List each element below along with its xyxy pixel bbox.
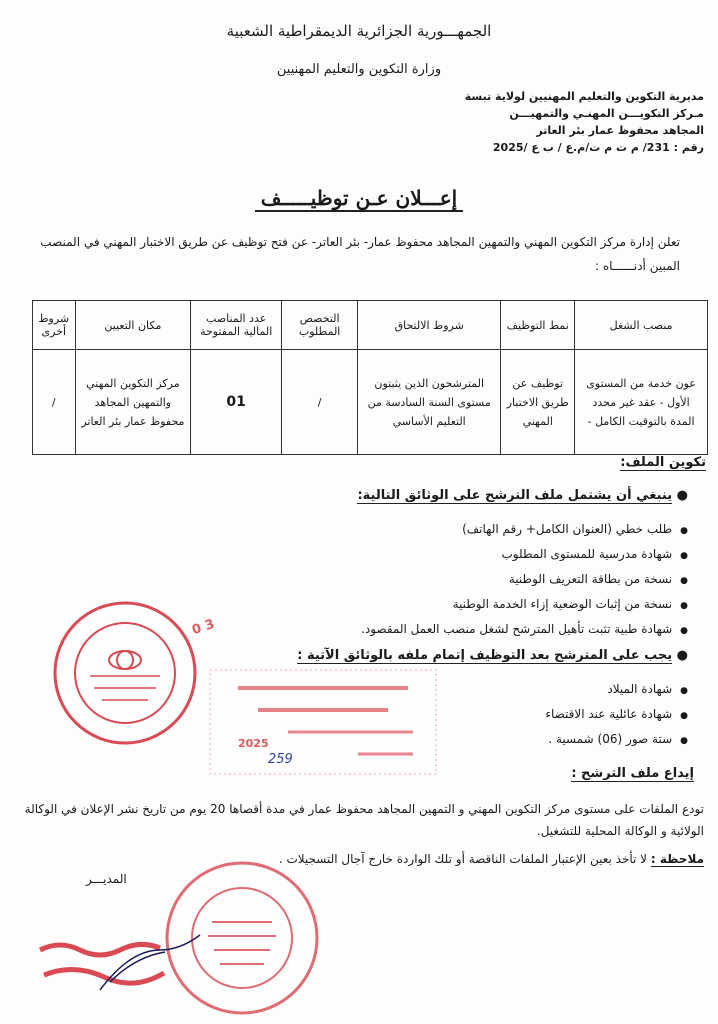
col-assignment-place: مكان التعيين (75, 301, 191, 350)
cell-other-conditions: / (33, 350, 76, 455)
col-recruitment-mode: نمط التوظيف (501, 301, 575, 350)
cell-open-posts: 01 (191, 350, 282, 455)
cell-assignment-place: مركز التكوين المهني والتمهين المجاهد محفوظ عمار بئر العاتر (75, 350, 191, 455)
col-other-conditions: شروط أخرى (33, 301, 76, 350)
stamp-handwritten-number: 259 (268, 752, 293, 767)
republic-header: الجمهـــورية الجزائرية الديمقراطية الشعبية (226, 22, 492, 40)
director-signature (30, 920, 210, 1000)
list-item: ●شهادة طبية تثبت تأهيل المترشح لشغل منصب العمل المقصود. (361, 622, 688, 636)
admin-block (284, 88, 704, 156)
stamp-date: 3 0 (190, 616, 217, 639)
page-title: إعـــلان عـن توظيـــــف (0, 186, 718, 210)
list-item: ●شهادة مدرسية للمستوى المطلوب (501, 547, 688, 561)
reference-number: رقم : 231/ م ت م ت/م.ع / ب ع /2025 (492, 141, 704, 154)
list-item: ●شهادة الميلاد (607, 682, 688, 696)
col-conditions: شروط الالتحاق (358, 301, 501, 350)
note-line: ملاحظة : لا تأخذ بعين الإعتبار الملفات الناقصة أو تلك الواردة خارج آجال التسجيلات . (278, 852, 704, 866)
ministry-header: وزارة التكوين والتعليم المهنيين (276, 62, 442, 77)
agency-round-stamp (50, 598, 200, 748)
required-documents-heading: ● ينبغي أن يشتمل ملف الترشح على الوثائق التالية: (357, 488, 688, 503)
list-item: ●شهادة عائلية عند الاقتضاء (545, 707, 688, 721)
deposit-paragraph: تودع الملفات على مستوى مركز التكوين المهني و التمهين المجاهد محفوظ عمار في مدة أقصاها 20 يوم من تاريخ نشر الإعلان في الوكالة الولائية و الوكالة المحلية للتشغيل. (24, 802, 704, 838)
table-header-row (33, 301, 708, 350)
file-composition-heading: تكوين الملف: (620, 455, 706, 470)
col-open-posts: عدد المناصب المالية المفتوحة (191, 301, 282, 350)
cell-specialty: / (282, 350, 358, 455)
list-item: ●نسخة من بطاقة التعريف الوطنية (508, 572, 688, 586)
deposit-heading: إيداع ملف الترشح : (571, 766, 694, 781)
center-line: مـركز التكويـــن المهنـي والتمهيـــن (509, 107, 704, 120)
intro-paragraph: تعلن إدارة مركز التكوين المهني والتمهين المجاهد محفوظ عمار- بئر العاتر- عن فتح توظيف عن طريق الاختبار المهني في المنصب المبين أدنــــــاه : (40, 235, 680, 273)
col-specialty: التخصص المطلوب (282, 301, 358, 350)
list-item: ●طلب خطي (العنوان الكامل+ رقم الهاتف) (462, 522, 688, 536)
list-item: ●ستة صور (06) شمسية . (548, 732, 688, 746)
received-stamp (208, 668, 438, 776)
mujahid-line: المجاهد محفوظ عمار بئر العاتر (536, 124, 704, 137)
col-position: منصب الشغل (575, 301, 708, 350)
directorate-line: مديرية التكوين والتعليم المهنيين لولاية تبسة (464, 90, 704, 103)
positions-table (32, 300, 708, 455)
after-hiring-heading: ● يجب على المترشح بعد التوظيف إتمام ملفه بالوثائق الآتية : (297, 648, 688, 663)
list-item: ●نسخة من إثبات الوضعية إزاء الخدمة الوطنية (452, 597, 688, 611)
cell-position: عون خدمة من المستوى الأول - عقد غير محدد المدة بالتوقيت الكامل - (575, 350, 708, 455)
cell-conditions: المترشحون الذين يثبتون مستوى السنة السادسة من التعليم الأساسي (358, 350, 501, 455)
table-row (33, 350, 708, 455)
director-label: المديـــر (86, 872, 127, 886)
cell-recruitment-mode: توظيف عن طريق الاختبار المهني (501, 350, 575, 455)
stamp-year: 2025 (238, 737, 269, 750)
